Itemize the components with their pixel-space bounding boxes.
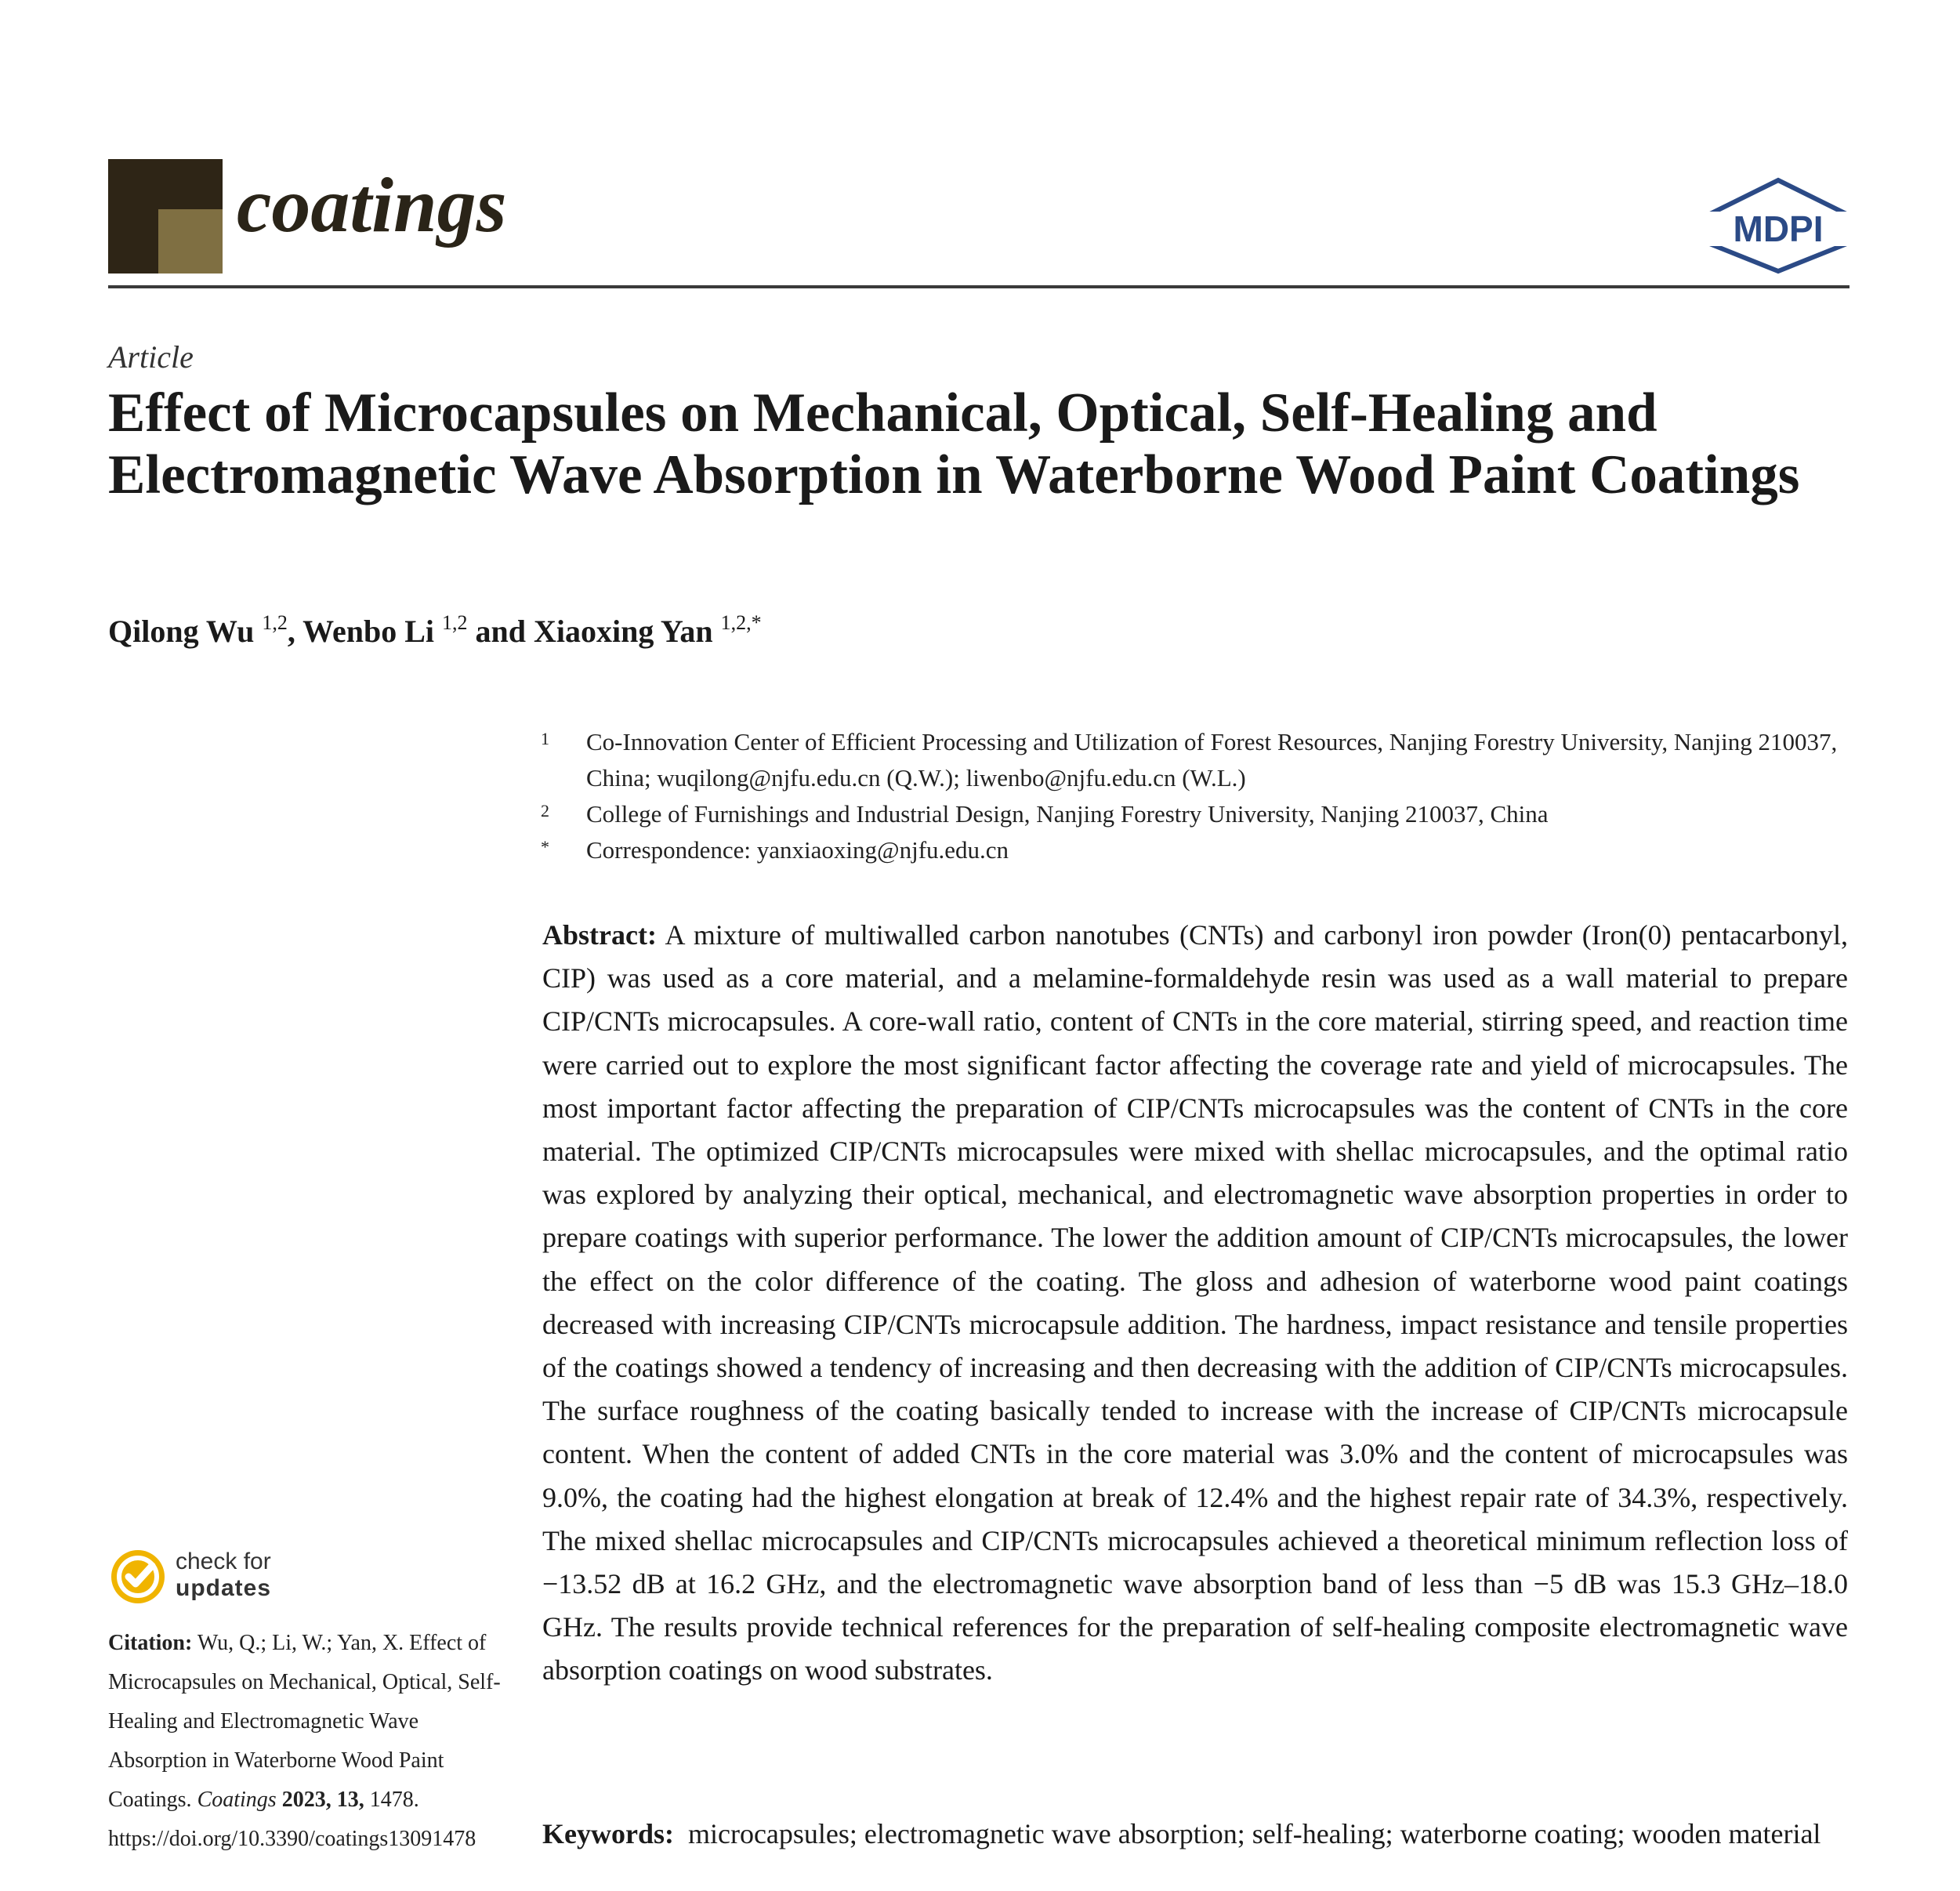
author-name[interactable]: Xiaoxing Yan	[534, 614, 713, 649]
citation-label: Citation:	[108, 1631, 193, 1655]
keywords-text: microcapsules; electromagnetic wave absorption; self-healing; waterborne coating; wooden material	[687, 1818, 1821, 1849]
affiliation-item	[541, 724, 1857, 796]
article-title: Effect of Microcapsules on Mechanical, Optical, Self-Healing and Electromagnetic Wave Absorption in Waterborne Wood Paint Coatings	[108, 382, 1800, 505]
citation-journal: Coatings	[197, 1788, 277, 1812]
affiliation-text: Co-Innovation Center of Efficient Processing and Utilization of Forest Resources, Nanjing Forestry University, Nanjing 210037, China; wuqilong@njfu.edu.cn (Q.W.); liwenbo@njfu.edu.cn (W.L.)	[586, 728, 1838, 792]
affiliation-text: College of Furnishings and Industrial Design, Nanjing Forestry University, Nanjing 210037, China	[586, 800, 1549, 828]
author-list	[108, 611, 762, 650]
abstract	[542, 914, 1848, 1693]
journal-name: coatings	[237, 161, 507, 248]
keywords	[542, 1812, 1848, 1856]
citation-article-number: 1478.	[369, 1788, 419, 1812]
mdpi-logo-icon	[1707, 177, 1850, 274]
keywords-label: Keywords:	[542, 1818, 674, 1849]
citation-text: Wu, Q.; Li, W.; Yan, X. Effect of Microcapsules on Mechanical, Optical, Self-Healing and Electromagnetic Wave Absorption in Waterborne Wood Paint Coatings.	[108, 1631, 501, 1812]
author-affiliation: 1,2	[262, 611, 288, 634]
citation-doi-link[interactable]: https://doi.org/10.3390/coatings13091478	[108, 1827, 476, 1851]
check-for-updates-icon	[108, 1547, 168, 1607]
abstract-label: Abstract:	[542, 919, 657, 951]
author-affiliation: 1,2	[442, 611, 468, 634]
affiliation-mark: *	[541, 837, 549, 857]
affiliation-item	[541, 796, 1857, 832]
abstract-text: A mixture of multiwalled carbon nanotubes (CNTs) and carbonyl iron powder (Iron(0) pentacarbonyl, CIP) was used as a core material, and a melamine-formaldehyde resin was used as a wall material to prepare CIP/CNTs microcapsules. A core-wall ratio, content of CNTs in the core material, stirring speed, and reaction time were carried out to explore the most significant factor affecting the coverage rate and yield of microcapsules. The most important factor affecting the preparation of CIP/CNTs microcapsules was the content of CNTs in the core material. The optimized CIP/CNTs microcapsules were mixed with shellac microcapsules, and the optimal ratio was explored by analyzing their optical, mechanical, and electromagnetic wave absorption properties in order to prepare coatings with superior performance. The lower the addition amount of CIP/CNTs microcapsules, the lower the effect on the color difference of the coating. The gloss and adhesion of waterborne wood paint coatings decreased with increasing CIP/CNTs microcapsule addition. The hardness, impact resistance and tensile properties of the coatings showed a tendency of increasing and then decreasing with the addition of CIP/CNTs microcapsules. The surface roughness of the coating basically tended to increase with the increase of CIP/CNTs microcapsule content. When the content of added CNTs in the core material was 3.0% and the content of microcapsules was 9.0%, the coating had the highest elongation at break of 12.4% and the highest repair rate of 34.3%, respectively. The mixed shellac microcapsules and CIP/CNTs microcapsules achieved a theoretical minimum reflection loss of −13.52 dB at 16.2 GHz, and the electromagnetic wave absorption band of less than −5 dB was 15.3 GHz–18.0 GHz. The results provide technical references for the preparation of self-healing composite electromagnetic wave absorption coatings on wood substrates.	[542, 919, 1849, 1686]
check-for-updates-line1: check for	[176, 1549, 271, 1574]
journal-logo-icon	[108, 159, 223, 274]
author-name[interactable]: Wenbo Li	[303, 614, 435, 649]
author-affiliation: 1,2,*	[720, 611, 762, 634]
check-for-updates-button[interactable]	[108, 1545, 390, 1608]
citation-year: 2023, 13,	[281, 1788, 364, 1812]
check-for-updates-label	[176, 1549, 271, 1602]
affiliation-item	[541, 832, 1857, 868]
author-separator: and	[467, 614, 534, 649]
author-name[interactable]: Qilong Wu	[108, 614, 255, 649]
mdpi-logo-text: MDPI	[1733, 208, 1824, 249]
affiliation-mark: 1	[541, 729, 549, 748]
check-for-updates-line2: updates	[176, 1575, 272, 1601]
affiliation-mark: 2	[541, 801, 549, 821]
author-separator: ,	[287, 614, 303, 649]
article-type: Article	[108, 339, 194, 375]
logo-light-square	[158, 209, 223, 274]
citation	[108, 1624, 516, 1859]
header-rule	[108, 285, 1850, 288]
correspondence-text[interactable]: Correspondence: yanxiaoxing@njfu.edu.cn	[586, 836, 1009, 864]
affiliation-list	[541, 724, 1857, 868]
